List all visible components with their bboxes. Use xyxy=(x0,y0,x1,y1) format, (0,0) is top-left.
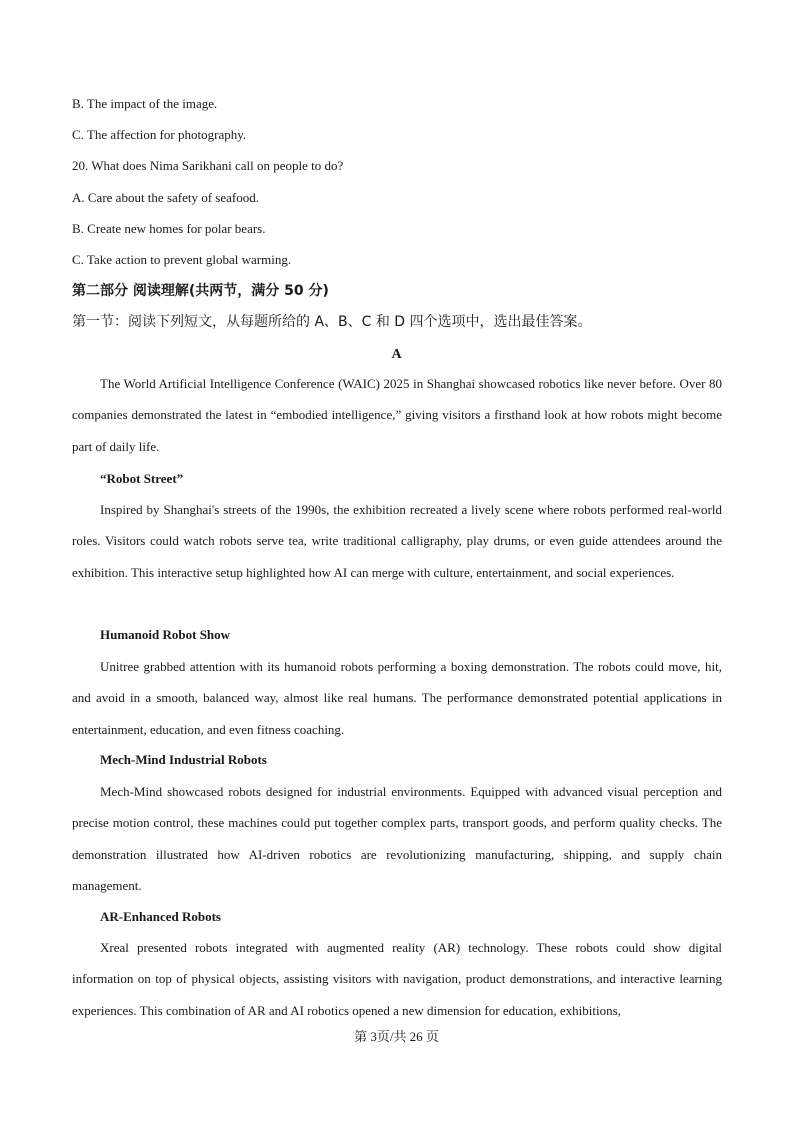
paragraph-humanoid-show: Unitree grabbed attention with its humanoid robots performing a boxing demonstration. The robots could move, hit, and avoid in a smooth, balanced way, almost like real humans. The performance demonstrated potential applications in entertainment, education, and even fitness coaching. xyxy=(72,659,722,737)
option-20-a: A. Care about the safety of seafood. xyxy=(72,190,259,205)
part-title: 第二部分 阅读理解(共两节，满分 50 分) xyxy=(72,283,329,299)
paragraph-mech-mind: Mech-Mind showcased robots designed for industrial environments. Equipped with advanced visual perception and precise motion control, these machines could put together complex parts, transport goods, and perform quality checks. The demonstration illustrated how AI-driven robotics are revolutionizing manufacturing, shipping, and supply chain management. xyxy=(72,784,722,893)
paragraph-ar-robots: Xreal presented robots integrated with augmented reality (AR) technology. These robots could show digital information on top of physical objects, assisting visitors with navigation, product demonstrations, and interactive learning experiences. This combination of AR and AI robotics opened a new dimension for education, exhibitions, xyxy=(72,940,722,1018)
heading-ar-robots: AR-Enhanced Robots xyxy=(100,909,221,924)
option-19-c: C. The affection for photography. xyxy=(72,127,247,142)
heading-mech-mind: Mech-Mind Industrial Robots xyxy=(100,752,267,767)
page-number: 第 3页/共 26 页 xyxy=(354,1029,439,1044)
heading-robot-street: “Robot Street” xyxy=(100,471,184,486)
question-20: 20. What does Nima Sarikhani call on people to do? xyxy=(72,158,344,173)
option-20-c: C. Take action to prevent global warming. xyxy=(72,252,292,267)
option-20-b: B. Create new homes for polar bears. xyxy=(72,221,266,236)
section-instruction: 第一节：阅读下列短文，从每题所给的 A、B、C 和 D 四个选项中，选出最佳答案。 xyxy=(72,314,592,330)
paragraph-robot-street: Inspired by Shanghai's streets of the 1990s, the exhibition recreated a lively scene where robots performed real-world roles. Visitors could watch robots serve tea, write traditional calligraphy, play drums, or even guide attendees around the exhibition. This interactive setup highlighted how AI can merge with culture, entertainment, and social experiences. xyxy=(72,502,722,580)
option-19-b: B. The impact of the image. xyxy=(72,96,218,111)
heading-humanoid-show: Humanoid Robot Show xyxy=(100,627,231,642)
passage-letter: A xyxy=(391,347,402,362)
passage-intro: The World Artificial Intelligence Conference (WAIC) 2025 in Shanghai showcased robotics like never before. Over 80 companies demonstrated the latest in “embodied intelligence,” giving visitors a firsthand look at how robots might become part of daily life. xyxy=(72,376,722,454)
